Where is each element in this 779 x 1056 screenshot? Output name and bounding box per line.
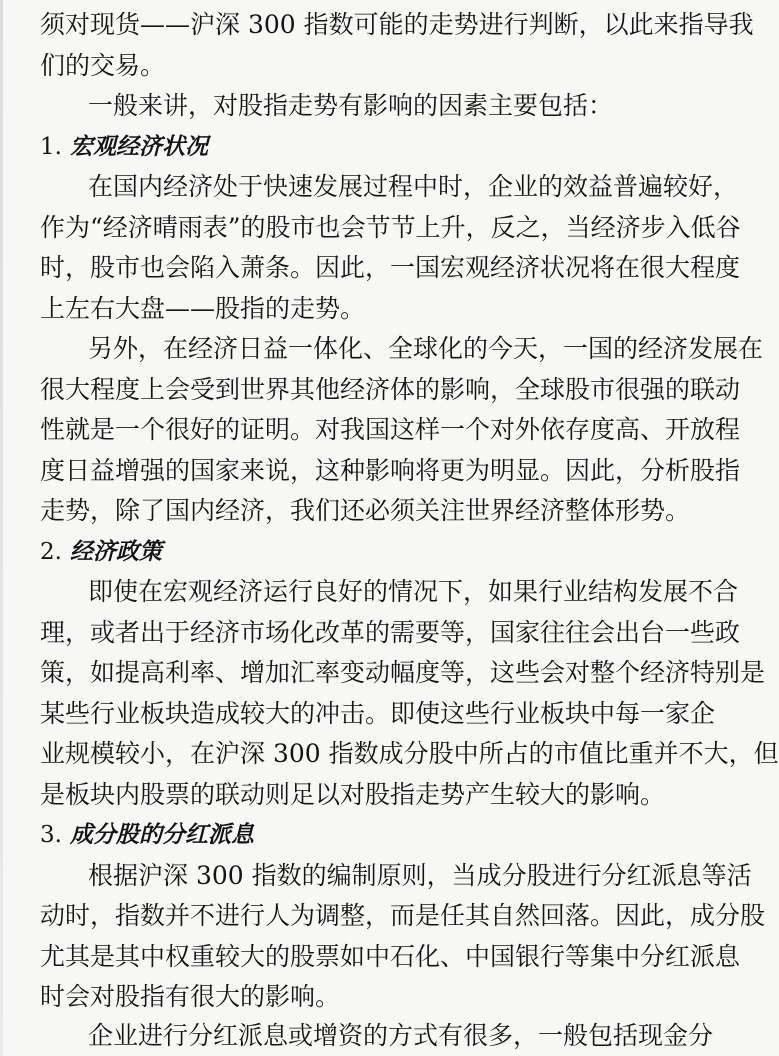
- paragraph-line: 理，或者出于经济市场化改革的需要等，国家往往会出台一些政: [40, 618, 741, 647]
- section-title: 宏观经济状况: [69, 134, 208, 160]
- section-number: 3.: [40, 822, 62, 848]
- paragraph-line: 时，股市也会陷入萧条。因此，一国宏观经济状况将在很大程度: [40, 253, 741, 282]
- paragraph-line: 企业进行分红派息或增资的方式有很多，一般包括现金分: [88, 1021, 714, 1050]
- paragraph-line: 一般来讲，对股指走势有影响的因素主要包括：: [88, 91, 614, 120]
- paragraph-line: 动时，指数并不进行人为调整，而是任其自然回落。因此，成分股: [40, 901, 766, 930]
- paragraph-line: 时会对股指有很大的影响。: [40, 982, 341, 1011]
- paragraph-line: 尤其是其中权重较大的股票如中石化、中国银行等集中分红派息: [40, 942, 741, 971]
- paragraph-line: 性就是一个很好的证明。对我国这样一个对外依存度高、开放程: [40, 415, 741, 444]
- section-number: 2.: [40, 539, 62, 565]
- paragraph-line: 是板块内股票的联动则足以对股指走势产生较大的影响。: [40, 780, 666, 809]
- section-title: 经济政策: [69, 539, 162, 565]
- paragraph-line: 根据沪深 300 指数的编制原则，当成分股进行分红派息等活: [88, 861, 752, 890]
- section-heading-2: [40, 532, 680, 572]
- paragraph-line: 作为“经济晴雨表”的股市也会节节上升，反之，当经济步入低谷: [40, 213, 741, 242]
- paragraph-line: 度日益增强的国家来说，这种影响将更为明显。因此，分析股指: [40, 456, 741, 485]
- scan-edge: [0, 0, 3, 1056]
- section-number: 1.: [40, 134, 62, 160]
- paragraph-line: 另外，在经济日益一体化、全球化的今天，一国的经济发展在: [88, 334, 764, 363]
- paragraph-line: 须对现货——沪深 300 指数可能的走势进行判断，以此来指导我: [40, 10, 754, 39]
- paragraph-line: 们的交易。: [40, 51, 166, 80]
- section-title: 成分股的分红派息: [69, 822, 254, 848]
- paragraph-line: 即使在宏观经济运行良好的情况下，如果行业结构发展不合: [88, 577, 739, 606]
- paragraph-line: 策，如提高利率、增加汇率变动幅度等，这些会对整个经济特别是: [40, 658, 766, 687]
- paragraph-line: 在国内经济处于快速发展过程中时，企业的效益普遍较好，: [88, 172, 739, 201]
- paragraph-line: 很大程度上会受到世界其他经济体的影响，全球股市很强的联动: [40, 375, 741, 404]
- paragraph-line: 上左右大盘——股指的走势。: [40, 294, 366, 323]
- paragraph-line: 走势，除了国内经济，我们还必须关注世界经济整体形势。: [40, 496, 691, 525]
- section-heading-3: [40, 815, 680, 855]
- paragraph-line: 业规模较小，在沪深 300 指数成分股中所占的市值比重并不大，但: [40, 739, 779, 768]
- section-heading-1: [40, 127, 680, 167]
- paragraph-line: 某些行业板块造成较大的冲击。即使这些行业板块中每一家企: [40, 699, 716, 728]
